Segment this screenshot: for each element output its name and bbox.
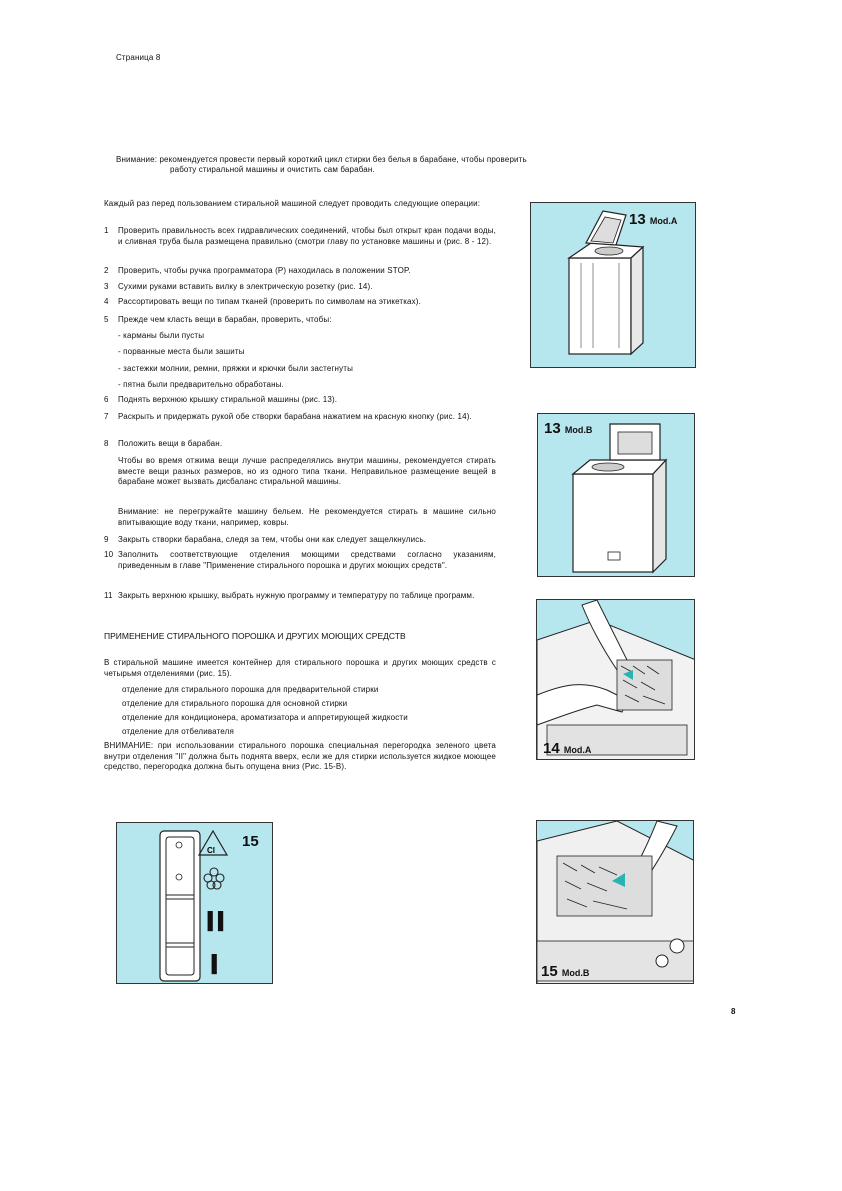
step-text: Закрыть верхнюю крышку, выбрать нужную программу и температуру по таблице программ.: [118, 591, 475, 600]
figure-15-mod-b: [536, 820, 694, 984]
figure-number: 15: [242, 833, 259, 850]
washing-machine-mod-b-illustration: [538, 414, 695, 577]
figure-15-dispenser: [116, 822, 273, 984]
svg-text:Cl: Cl: [207, 846, 215, 855]
step-number: 9: [104, 535, 109, 544]
step-text: Закрыть створки барабана, следя за тем, чтобы они как следует защелкнулись.: [118, 535, 427, 544]
overload-warning: Внимание: не перегружайте машину бельем. Не рекомендуется стирать в машине сильно впитывающие воду ткани, например, ковры.: [118, 507, 496, 527]
figure-number: 13: [629, 211, 646, 228]
step-number: 2: [104, 266, 109, 275]
step-text: Заполнить соответствующие отделения моющими средствами согласно указаниям, приведенным в главе "Применение стирального порошка и других моющих средств".: [118, 550, 496, 570]
hand-dispenser-mod-b-illustration: [537, 821, 694, 984]
step-item: [104, 591, 496, 613]
flower-softener-icon: [204, 868, 224, 889]
compartment-item: отделение для стирального порошка для основной стирки: [122, 699, 348, 708]
figure-label: [543, 740, 591, 757]
step-text: Поднять верхнюю крышку стиральной машины (рис. 13).: [118, 395, 338, 404]
figure-number: 15: [541, 963, 558, 980]
page-header: Страница 8: [116, 53, 161, 62]
figure-label: [629, 211, 677, 228]
step-item: [104, 297, 496, 308]
step-item: [104, 282, 496, 293]
step-text: Положить вещи в барабан.: [118, 439, 223, 448]
step-item: [104, 395, 496, 406]
step-text: Сухими руками вставить вилку в электрическую розетку (рис. 14).: [118, 282, 373, 291]
section-intro: В стиральной машине имеется контейнер для стирального порошка и других моющих средств с четырьмя отделениями (рис. 15).: [104, 658, 496, 678]
step-number: 7: [104, 412, 109, 421]
section-warning: ВНИМАНИЕ: при использовании стирального порошка специальная перегородка зеленого цвета внутри отделения "II" должна быть поднята вверх, если же для стирки используется жидкое моющее средство, перегородка должна быть опущена вниз (Рис. 15-В).: [104, 741, 496, 771]
figure-label: [544, 420, 592, 437]
check-item: - порванные места были зашиты: [118, 347, 245, 356]
step-item: [104, 535, 496, 546]
section-title: ПРИМЕНЕНИЕ СТИРАЛЬНОГО ПОРОШКА И ДРУГИХ МОЮЩИХ СРЕДСТВ: [104, 631, 406, 641]
step-number: 8: [104, 439, 109, 448]
step-text: Раскрыть и придержать рукой обе створки барабана нажатием на красную кнопку (рис. 14).: [118, 412, 472, 421]
figure-model: Mod.B: [561, 968, 590, 978]
figure-13-mod-a: [530, 202, 696, 368]
step-item: [104, 412, 496, 434]
step-number: 6: [104, 395, 109, 404]
step-number: 4: [104, 297, 109, 306]
step-number: 3: [104, 282, 109, 291]
figure-number: 14: [543, 740, 560, 757]
figure-model: Mod.A: [563, 745, 592, 755]
figure-label: [541, 963, 589, 980]
check-item: - карманы были пусты: [118, 331, 205, 340]
step-item: [104, 439, 496, 450]
figure-model: Mod.A: [649, 216, 678, 226]
step-text: Проверить правильность всех гидравлических соединений, чтобы был открыт кран подачи воды, и сливная труба была размещена правильно (смотри главу по установке машины и (рис. 8 - 12).: [118, 226, 496, 246]
check-item: - пятна были предварительно обработаны.: [118, 380, 284, 389]
hands-opening-drum-illustration: [537, 600, 695, 760]
figure-model: Mod.B: [564, 425, 593, 435]
step-number: 11: [104, 591, 113, 600]
step-number: 10: [104, 550, 114, 559]
check-item: - застежки молнии, ремни, пряжки и крючки были застегнуты: [118, 364, 353, 373]
step-item: [104, 226, 496, 260]
step-item: [104, 315, 496, 326]
step-text: Проверить, чтобы ручка программатора (P) находилась в положении STOP.: [118, 266, 411, 275]
compartment-i-mark: I: [209, 948, 220, 981]
notice-line-2: работу стиральной машины и очистить сам барабан.: [170, 165, 375, 174]
compartment-item: отделение для отбеливателя: [122, 727, 234, 736]
distribution-paragraph: Чтобы во время отжима вещи лучше распределялись внутри машины, рекомендуется стирать вместе вещи разных размеров, но из одного типа ткани. Неправильное размещение вещей в барабане может вызвать дисбаланс стиральной машины.: [118, 456, 496, 486]
step-number: 1: [104, 226, 109, 235]
step-text: Рассортировать вещи по типам тканей (проверить по символам на этикетках).: [118, 297, 421, 306]
figure-number: 13: [544, 420, 561, 437]
notice-line-1: Внимание: рекомендуется провести первый короткий цикл стирки без белья в барабане, чтобы проверить: [116, 155, 527, 164]
figure-13-mod-b: [537, 413, 695, 577]
step-number: 5: [104, 315, 109, 324]
compartment-item: отделение для кондиционера, ароматизатора и аппретирующей жидкости: [122, 713, 408, 722]
intro-text: Каждый раз перед пользованием стиральной машиной следует проводить следующие операции:: [104, 199, 481, 208]
compartment-ii-mark: II: [205, 905, 226, 938]
step-item: [104, 266, 496, 277]
step-item: [104, 550, 496, 583]
figure-14-mod-a: [536, 599, 695, 760]
compartment-item: отделение для стирального порошка для предварительной стирки: [122, 685, 379, 694]
step-text: Прежде чем класть вещи в барабан, проверить, чтобы:: [118, 315, 332, 324]
page-number: 8: [731, 1007, 736, 1016]
bleach-triangle-icon: [199, 831, 227, 855]
